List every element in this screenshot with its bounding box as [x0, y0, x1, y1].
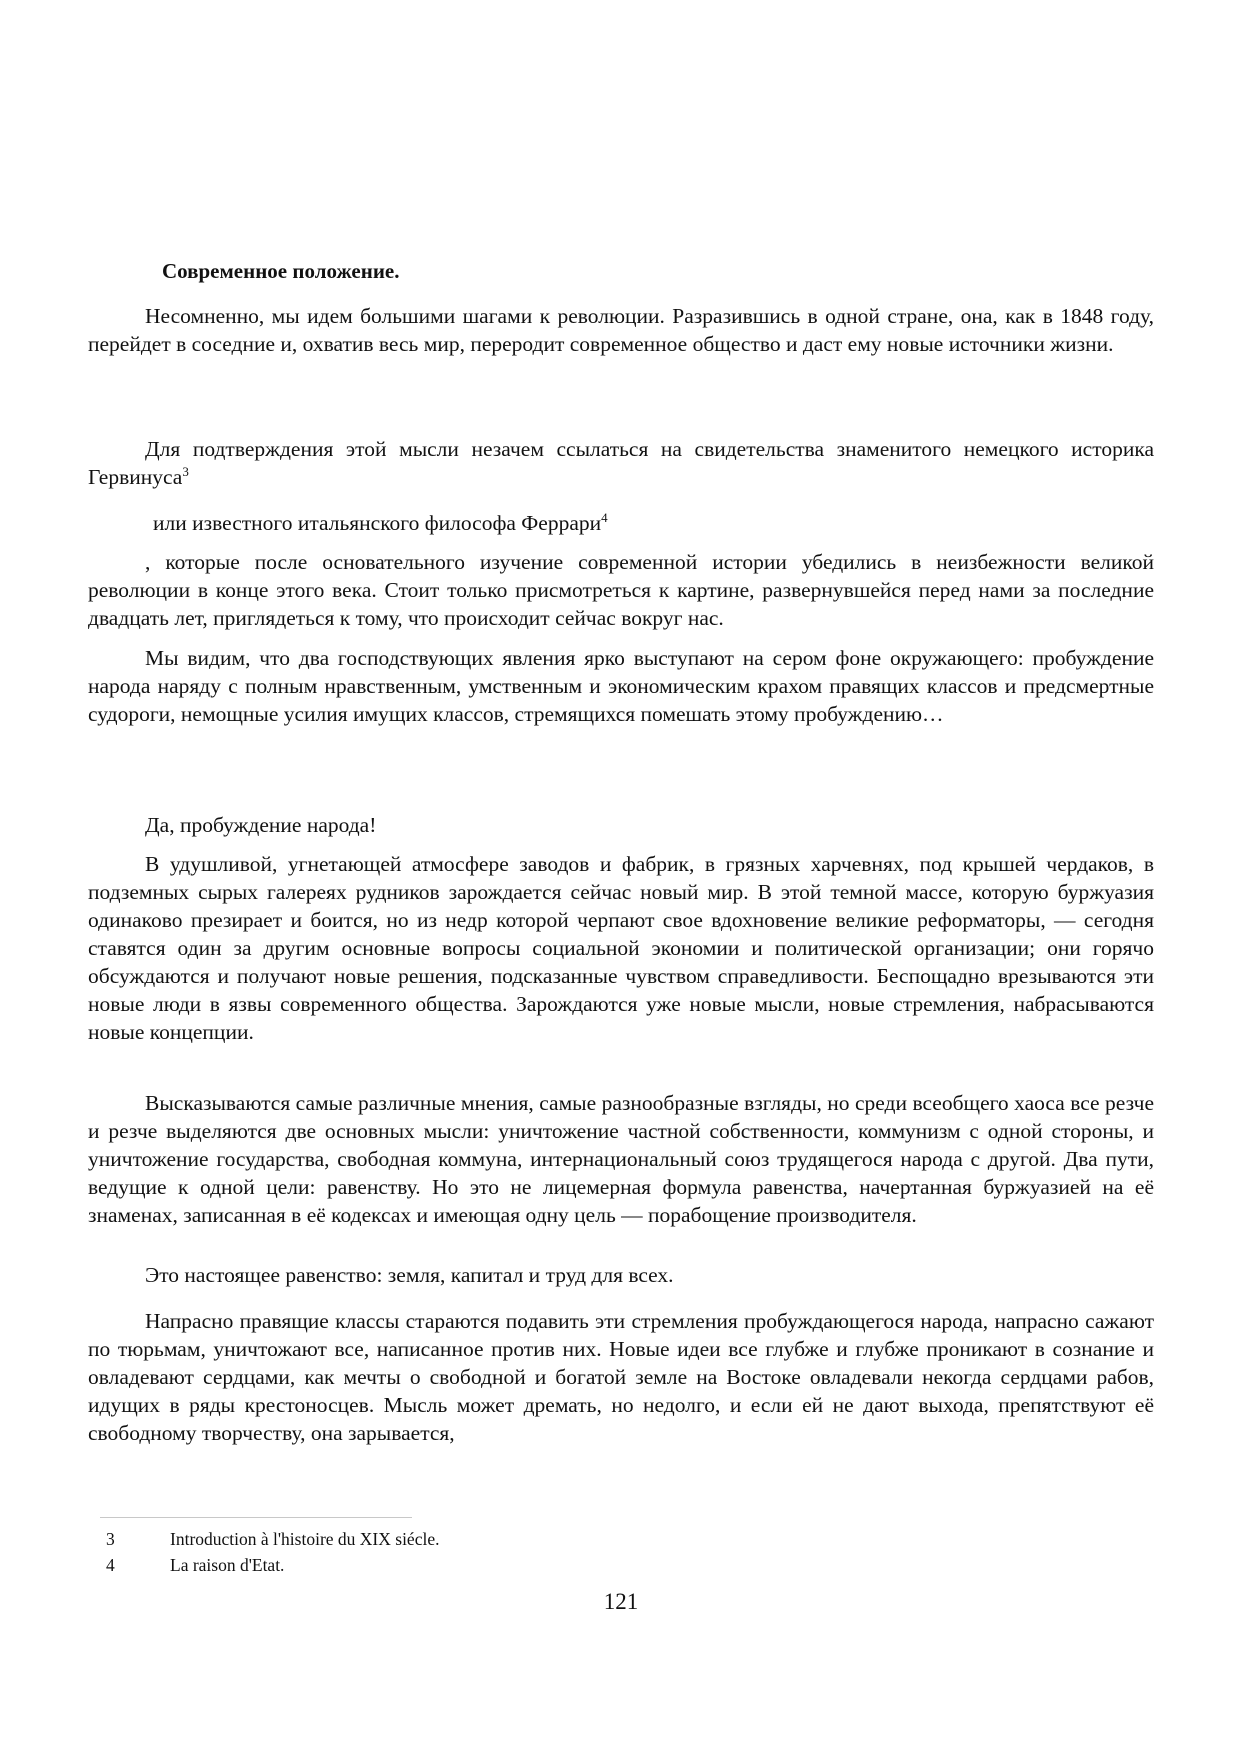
page-number: 121: [603, 1589, 639, 1614]
paragraph-text: Для подтверждения этой мысли незачем ссылаться на свидетельства знаменитого немецкого историка Гервинуса: [88, 437, 1154, 489]
footnote-ref: 3: [182, 463, 189, 479]
paragraph: Напрасно правящие классы стараются подавить эти стремления пробуждающегося народа, напрасно сажают по тюрьмам, уничтожают все, написанное против них. Новые идеи все глубже и глубже проникают в сознание и овладевают сердцами, как мечты о свободной и богатой земле на Востоке овладевали некогда сердцами рабов, идущих в ряды крестоносцев. Мысль может дремать, но недолго, и если ей не дают выхода, препятствуют её свободному творчеству, она зарывается,: [88, 1309, 1154, 1445]
footnote-number: 4: [106, 1555, 115, 1575]
paragraph: Это настоящее равенство: земля, капитал и труд для всех.: [145, 1263, 674, 1287]
section-heading: Современное положение.: [162, 259, 400, 283]
paragraph: [88, 435, 1154, 491]
footnote-divider: [100, 1517, 412, 1518]
footnote-text: La raison d'Etat.: [170, 1555, 285, 1575]
paragraph: [88, 509, 1154, 537]
paragraph: Несомненно, мы идем большими шагами к революции. Разразившись в одной стране, она, как в 1848 году, перейдет в соседние и, охватив весь мир, переродит современное общество и даст ему новые источники жизни.: [88, 304, 1154, 356]
footnote: [106, 1527, 439, 1551]
footnote-text: Introduction à l'histoire du XIX siécle.: [170, 1529, 440, 1549]
footnote-number: 3: [106, 1529, 115, 1549]
paragraph: Да, пробуждение народа!: [145, 813, 377, 837]
paragraph-text: или известного итальянского философа Феррари: [153, 511, 602, 535]
paragraph: В удушливой, угнетающей атмосфере заводов и фабрик, в грязных харчевнях, под крышей чердаков, в подземных сырых галереях рудников зарождается сейчас новый мир. В этой темной массе, которую буржуазия одинаково презирает и боится, но из недр которой черпают свое вдохновение великие реформаторы, — сегодня ставятся один за другим основные вопросы социальной экономии и политической организации; они горячо обсуждаются и получают новые решения, подсказанные чувством справедливости. Беспощадно врезываются эти новые люди в язвы современного общества. Зарождаются уже новые мысли, новые стремления, набрасываются новые концепции.: [88, 852, 1154, 1044]
footnote-ref: 4: [601, 509, 608, 525]
paragraph: Высказываются самые различные мнения, самые разнообразные взгляды, но среди всеобщего хаоса все резче и резче выделяются две основных мысли: уничтожение частной собственности, коммунизм с одной стороны, и уничтожение государства, свободная коммуна, интернациональный союз трудящегося народа с другой. Два пути, ведущие к одной цели: равенству. Но это не лицемерная формула равенства, начертанная буржуазией на её знаменах, записанная в её кодексах и имеющая одну цель — порабощение производителя.: [88, 1091, 1154, 1227]
footnote: [106, 1553, 284, 1577]
paragraph: , которые после основательного изучение современной истории убедились в неизбежности великой революции в конце этого века. Стоит только присмотреться к картине, развернувшейся перед нами за последние двадцать лет, приглядеться к тому, что происходит сейчас вокруг нас.: [88, 550, 1154, 630]
paragraph: Мы видим, что два господствующих явления ярко выступают на сером фоне окружающего: пробуждение народа наряду с полным нравственным, умственным и экономическим крахом правящих классов и предсмертные судороги, немощные усилия имущих классов, стремящихся помешать этому пробуждению…: [88, 646, 1154, 726]
